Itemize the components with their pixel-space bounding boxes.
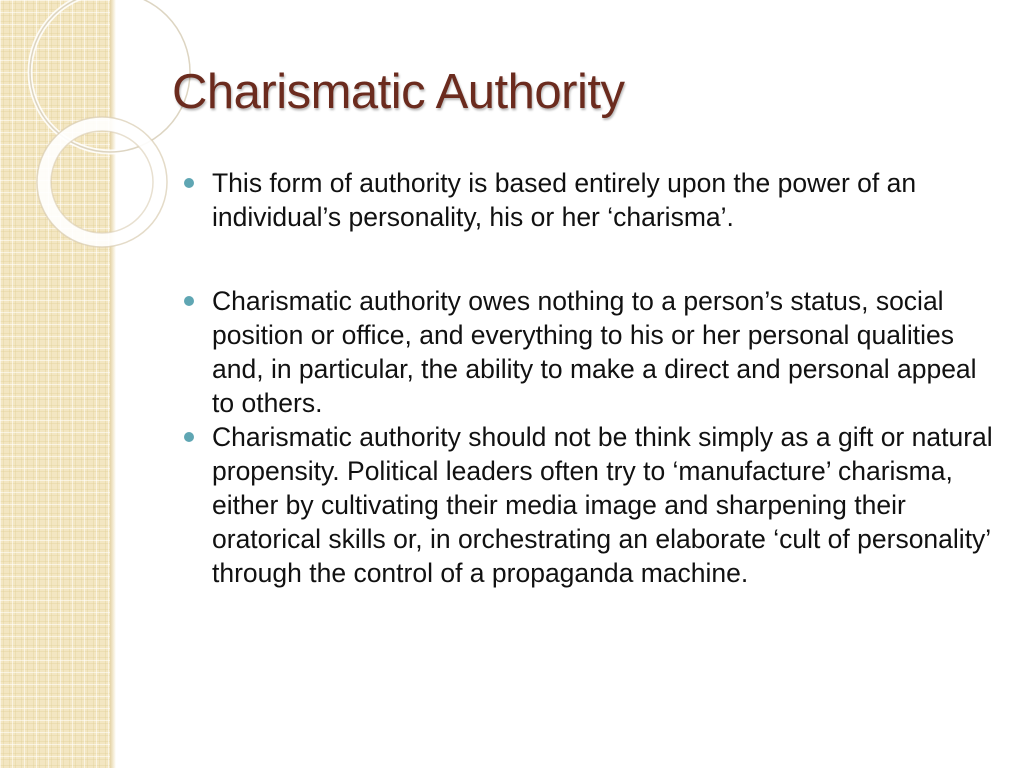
ring-decoration-icon <box>0 0 200 260</box>
circle-bullet-icon <box>184 296 194 306</box>
circle-bullet-icon <box>184 178 194 188</box>
bullet-text: This form of authority is based entirely upon the power of an individual’s personality, his or her ‘charisma’. <box>212 168 917 232</box>
bullet-item <box>212 166 1002 234</box>
bullet-text: Charismatic authority owes nothing to a person’s status, social position or office, and everything to his or her personal qualities and, in particular, the ability to make a direct and personal appeal to others. <box>212 286 977 418</box>
slide-title: Charismatic Authority <box>172 65 625 119</box>
bullet-item <box>212 284 1002 420</box>
circle-bullet-icon <box>184 432 194 442</box>
bullet-text: Charismatic authority should not be think simply as a gift or natural propensity. Political leaders often try to ‘manufacture’ charisma, either by cultivating their media image and sharpening their oratorical skills or, in orchestrating an elaborate ‘cult of personality’ through the control of a propaganda machine. <box>212 422 993 588</box>
bullet-list <box>212 166 1002 590</box>
bullet-item <box>212 420 1002 590</box>
